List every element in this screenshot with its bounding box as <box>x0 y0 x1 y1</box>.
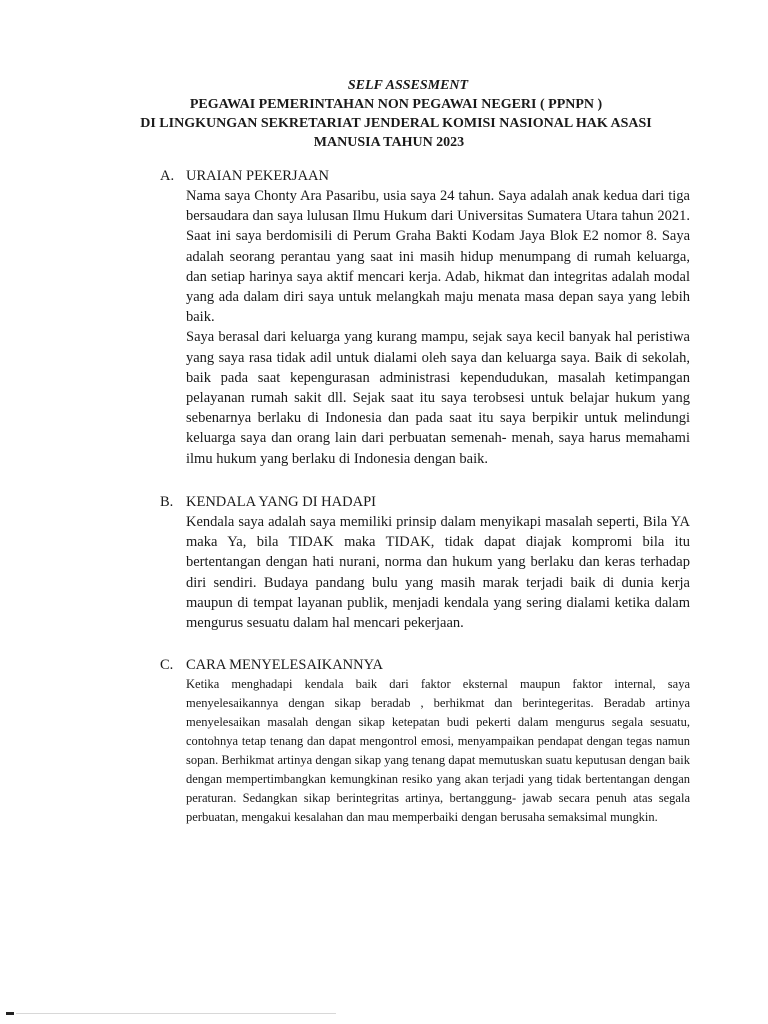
section-kendala <box>160 492 690 633</box>
section-letter: A. <box>160 168 175 184</box>
section-cara-menyelesaikan <box>160 655 690 827</box>
scan-artifact-line <box>16 1013 336 1014</box>
section-uraian-pekerjaan <box>160 166 690 469</box>
section-title: CARA MENYELESAIKANNYA <box>186 657 383 673</box>
document-title: SELF ASSESMENT <box>347 78 469 93</box>
section-title: KENDALA YANG DI HADAPI <box>186 494 376 510</box>
section-heading <box>160 492 690 512</box>
paragraph: Nama saya Chonty Ara Pasaribu, usia saya 24 tahun. Saya adalah anak kedua dari tiga bersaudara dan saya lulusan Ilmu Hukum dari Universitas Sumatera Utara tahun 2021. Saat ini saya berdomisili di Perum Graha Bakti Kodam Jaya Blok E2 nomor 8. Saya adalah seorang perantau yang saat ini masih hidup menumpang di rumah keluarga, dan setiap harinya saya aktif mencari kerja. Adab, hikmat dan integritas adalah modal yang ada dalam diri saya untuk melangkah maju menata masa depan saya yang lebih baik. <box>186 188 690 326</box>
header-line-2: PEGAWAI PEMERINTAHAN NON PEGAWAI NEGERI ( PPNPN ) <box>189 97 603 112</box>
section-body <box>186 512 690 633</box>
section-heading <box>160 655 690 675</box>
header-line-4: MANUSIA TAHUN 2023 <box>313 135 465 150</box>
section-heading <box>160 166 690 186</box>
header-line-3: DI LINGKUNGAN SEKRETARIAT JENDERAL KOMISI NASIONAL HAK ASASI <box>140 116 652 131</box>
paragraph: Kendala saya adalah saya memiliki prinsip dalam menyikapi masalah seperti, Bila YA maka Ya, bila TIDAK maka TIDAK, tidak dapat diajak kompromi bila itu bertentangan dengan hati nurani, norma dan hukum yang berlaku dan keras terhadap diri sendiri. Budaya pandang bulu yang masih marak terjadi baik di dunia kerja maupun di tempat layanan publik, menjadi kendala yang sering dialami ketika dalam mengurus sesuatu dalam hal mencari pekerjaan. <box>186 514 690 632</box>
paragraph: Saya berasal dari keluarga yang kurang mampu, sejak saya kecil banyak hal peristiwa yang saya rasa tidak adil untuk dialami oleh saya dan keluarga saya. Baik di sekolah, baik pada saat kepengurasan administrasi kependudukan, masalah ketimpangan pelayanan rumah sakit dll. Sejak saat itu saya terobsesi untuk belajar hukum yang sebenarnya berlaku di Indonesia dan pada saat itu saya berpikir untuk melindungi keluarga saya dan orang lain dari perbuatan semenah- menah, saya harus memahami ilmu hukum yang berlaku di Indonesia dengan baik. <box>186 329 690 467</box>
section-body <box>186 186 690 469</box>
paragraph: Ketika menghadapi kendala baik dari faktor eksternal maupun faktor internal, saya menyelesaikannya dengan sikap beradab , berhikmat dan berintegeritas. Beradab artinya menyelesaikan masalah dengan sikap ketepatan budi pekerti dalam mengurus segala sesuatu, contohnya tetap tenang dan dapat mengontrol emosi, menyampaikan pendapat dengan tegas namun sopan. Berhikmat artinya dengan sikap yang tenang dapat memutuskan suatu keputusan dengan baik dengan mempertimbangkan kemungkinan resiko yang akan terjadi yang tidak bertentangan dengan peraturan. Sedangkan sikap berintegritas artinya, bertanggung- jawab secara penuh atas segala perbuatan, mengakui kesalahan dan mau memperbaiki dengan berusaha semaksimal mungkin. <box>186 677 690 824</box>
section-body <box>186 675 690 827</box>
section-letter: B. <box>160 494 174 510</box>
scan-artifact-mark <box>6 1012 14 1015</box>
document-header <box>0 76 768 152</box>
section-title: URAIAN PEKERJAAN <box>186 168 329 184</box>
section-letter: C. <box>160 657 174 673</box>
